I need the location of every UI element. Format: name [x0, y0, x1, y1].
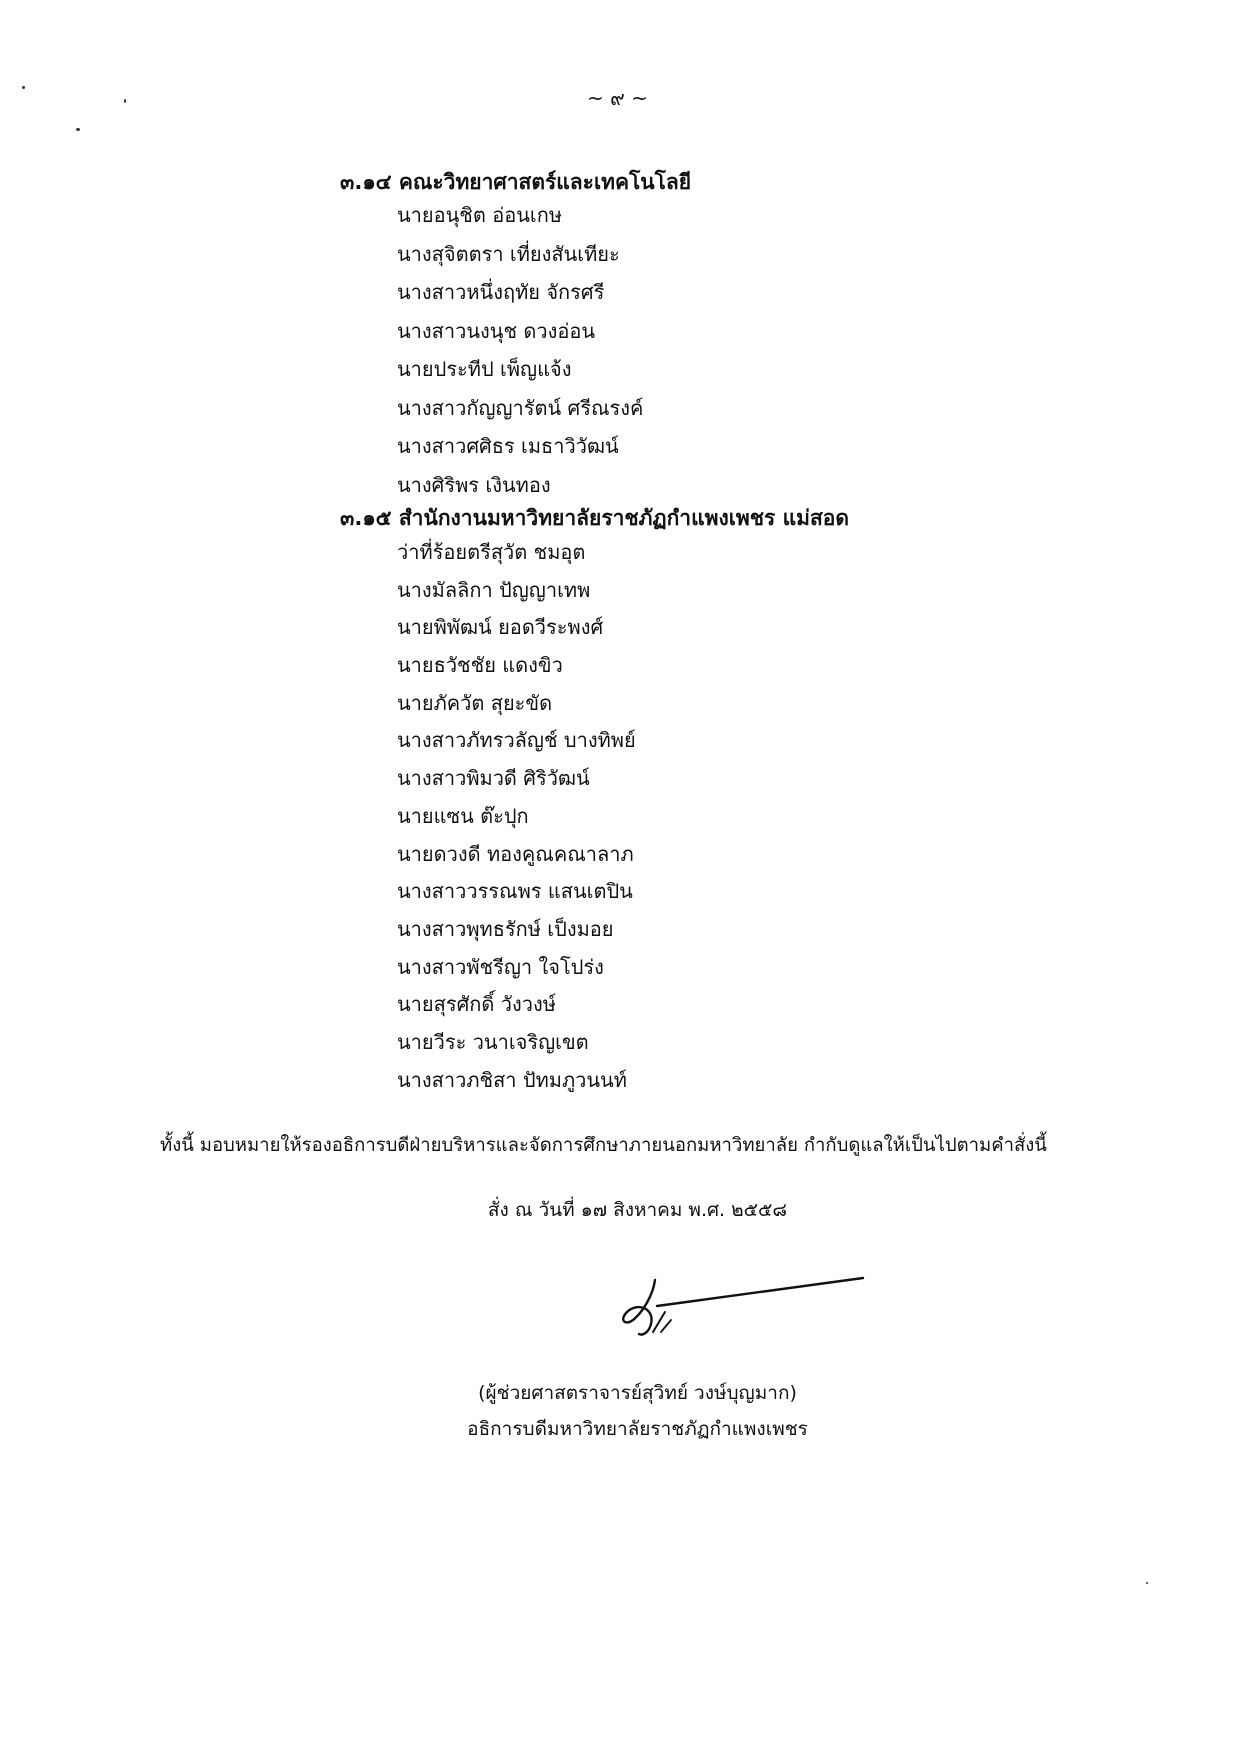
- order-date: สั่ง ณ วันที่ ๑๗ สิงหาคม พ.ศ. ๒๕๕๘: [487, 1199, 788, 1221]
- scan-speck: [22, 86, 25, 89]
- list-item: นายวีระ วนาเจริญเขต: [397, 1029, 589, 1054]
- list-item: นายภัควัต สุยะขัด: [397, 690, 553, 715]
- section-heading-maesot-office: ๓.๑๕ สำนักงานมหาวิทยาลัยราชภัฏกำแพงเพชร แม่สอด: [340, 506, 850, 530]
- member-list-science-technology: [397, 196, 643, 504]
- list-item: นางสาววรรณพร แสนเตปิน: [397, 879, 633, 904]
- list-item: นางสาวภชิสา ปัทมภูวนนท์: [397, 1067, 627, 1092]
- list-item: นางสาวศศิธร เมธาวิวัฒน์: [397, 434, 619, 458]
- list-item: นายอนุชิต อ่อนเกษ: [397, 203, 563, 227]
- list-item: นายประทีป เพ็ญแจ้ง: [397, 357, 572, 381]
- page-number: ~ ๙ ~: [587, 86, 648, 110]
- list-item: นายแซน ต๊ะปุก: [397, 803, 529, 828]
- list-item: นางสาวหนึ่งฤทัย จักรศรี: [397, 280, 605, 304]
- list-item: นายพิพัฒน์ ยอดวีระพงศ์: [397, 615, 604, 640]
- list-item: นายสุรศักดิ์ วังวงษ์: [397, 992, 556, 1017]
- list-item: นางสาวพุทธรักษ์ เป็งมอย: [397, 916, 614, 941]
- section-heading-science-technology: ๓.๑๔ คณะวิทยาศาสตร์และเทคโนโลยี: [340, 170, 692, 194]
- scan-speck: [124, 99, 126, 103]
- list-item: นายธวัชชัย แดงขิว: [397, 653, 563, 678]
- list-item: นางสาวกัญญารัตน์ ศรีณรงค์: [397, 395, 644, 420]
- list-item: นางสาวภัทรวลัญช์ บางทิพย์: [397, 728, 636, 753]
- list-item: นางศิริพร เงินทอง: [397, 472, 551, 497]
- member-list-maesot-office: [397, 534, 636, 1099]
- list-item: นางสุจิตตรา เที่ยงสันเทียะ: [397, 241, 620, 266]
- list-item: นางสาวนงนุช ดวงอ่อน: [397, 318, 596, 343]
- signer-name: (ผู้ช่วยศาสตราจารย์สุวิทย์ วงษ์บุญมาก): [478, 1382, 797, 1404]
- signer-title: อธิการบดีมหาวิทยาลัยราชภัฏกำแพงเพชร: [467, 1418, 808, 1440]
- closing-statement: ทั้งนี้ มอบหมายให้รองอธิการบดีฝ่ายบริหารและจัดการศึกษาภายนอกมหาวิทยาลัย กำกับดูแลให้เป็นไปตามคำสั่งนี้: [160, 1135, 1047, 1156]
- handwritten-signature: [595, 1250, 875, 1360]
- list-item: นายดวงดี ทองคูณคณาลาภ: [397, 841, 634, 866]
- list-item: ว่าที่ร้อยตรีสุวัต ชมอุต: [397, 540, 586, 564]
- scan-speck: [76, 128, 80, 131]
- list-item: นางมัลลิกา ปัญญาเทพ: [397, 577, 591, 602]
- list-item: นางสาวพัชรีญา ใจโปร่ง: [397, 954, 604, 979]
- scan-speck: [1146, 1582, 1148, 1584]
- list-item: นางสาวพิมวดี ศิริวัฒน์: [397, 766, 590, 791]
